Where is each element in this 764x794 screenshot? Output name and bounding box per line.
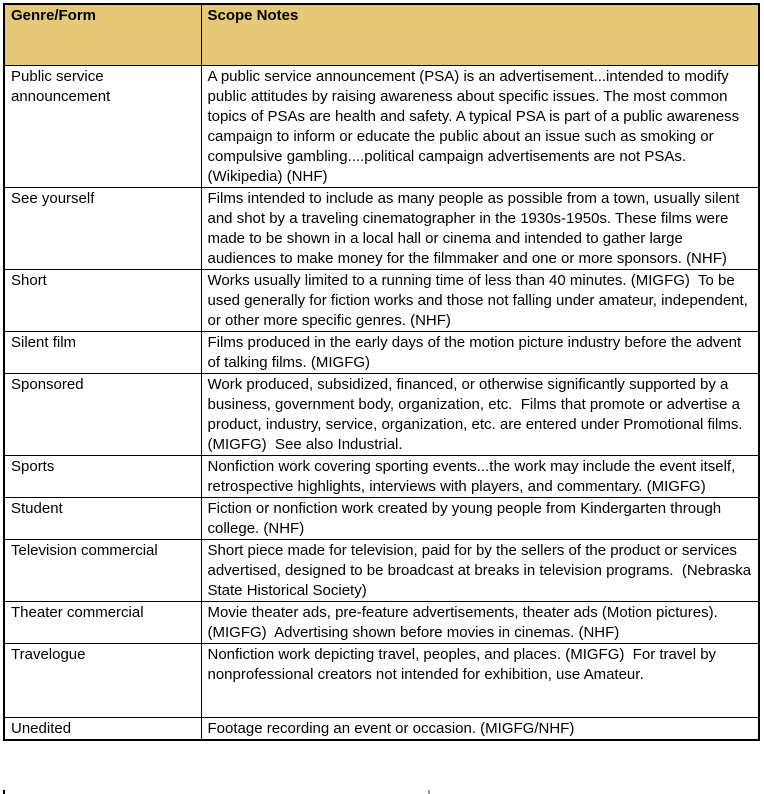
genre-cell: Public service announcement (4, 65, 201, 187)
scope-note-cell: Work produced, subsidized, financed, or otherwise significantly supported by a business, government body, organization, etc. Films that promote or advertise a product, industry, service, organization, etc. are entered under Promotional films. (MIGFG) See also Industrial. (201, 373, 759, 455)
next-table-left-border-fragment (3, 790, 5, 794)
scope-note-cell: Fiction or nonfiction work created by young people from Kindergarten through college. (NHF) (201, 497, 759, 539)
genre-cell: Silent film (4, 331, 201, 373)
scope-note-cell: Nonfiction work covering sporting events...the work may include the event itself, retrospective highlights, interviews with players, and commentary. (MIGFG) (201, 455, 759, 497)
genre-cell: Television commercial (4, 539, 201, 601)
table-row (4, 539, 759, 601)
table-row (4, 187, 759, 269)
table-row (4, 269, 759, 331)
genre-cell: See yourself (4, 187, 201, 269)
table-row (4, 601, 759, 643)
table-row (4, 331, 759, 373)
column-header-scope-notes: Scope Notes (201, 4, 759, 65)
genre-cell: Sports (4, 455, 201, 497)
genre-cell: Theater commercial (4, 601, 201, 643)
genre-cell: Unedited (4, 717, 201, 740)
table-row (4, 455, 759, 497)
scope-note-cell: Works usually limited to a running time of less than 40 minutes. (MIGFG) To be used generally for fiction works and those not falling under amateur, independent, or other more specific genres. (NHF) (201, 269, 759, 331)
scope-note-cell: Movie theater ads, pre-feature advertisements, theater ads (Motion pictures). (MIGFG) Advertising shown before movies in cinemas. (NHF) (201, 601, 759, 643)
genre-cell: Short (4, 269, 201, 331)
genre-cell: Sponsored (4, 373, 201, 455)
column-header-genre-form: Genre/Form (4, 4, 201, 65)
scope-note-cell: A public service announcement (PSA) is an advertisement...intended to modify public attitudes by raising awareness about specific issues. The most common topics of PSAs are health and safety. A typical PSA is part of a public awareness campaign to inform or educate the public about an issue such as smoking or compulsive gambling....political campaign advertisements are not PSAs. (Wikipedia) (NHF) (201, 65, 759, 187)
next-table-divider-fragment (428, 790, 430, 794)
table-row (4, 373, 759, 455)
header-row (4, 4, 759, 65)
genre-scope-table (3, 3, 760, 741)
table-body (4, 65, 759, 740)
table-row (4, 65, 759, 187)
table-row (4, 643, 759, 717)
table-header (4, 4, 759, 65)
table-row (4, 497, 759, 539)
scope-note-cell: Films intended to include as many people as possible from a town, usually silent and shot by a traveling cinematographer in the 1930s-1950s. These films were made to be shown in a local hall or cinema and intended to gather large audiences to make money for the filmmaker and one or more sponsors. (NHF) (201, 187, 759, 269)
scope-note-cell: Nonfiction work depicting travel, peoples, and places. (MIGFG) For travel by nonprofessional creators not intended for exhibition, use Amateur. (201, 643, 759, 717)
genre-cell: Travelogue (4, 643, 201, 717)
table-row (4, 717, 759, 740)
scope-note-cell: Footage recording an event or occasion. (MIGFG/NHF) (201, 717, 759, 740)
genre-cell: Student (4, 497, 201, 539)
scope-note-cell: Short piece made for television, paid for by the sellers of the product or services advertised, designed to be broadcast at breaks in television programs. (Nebraska State Historical Society) (201, 539, 759, 601)
scope-note-cell: Films produced in the early days of the motion picture industry before the advent of talking films. (MIGFG) (201, 331, 759, 373)
